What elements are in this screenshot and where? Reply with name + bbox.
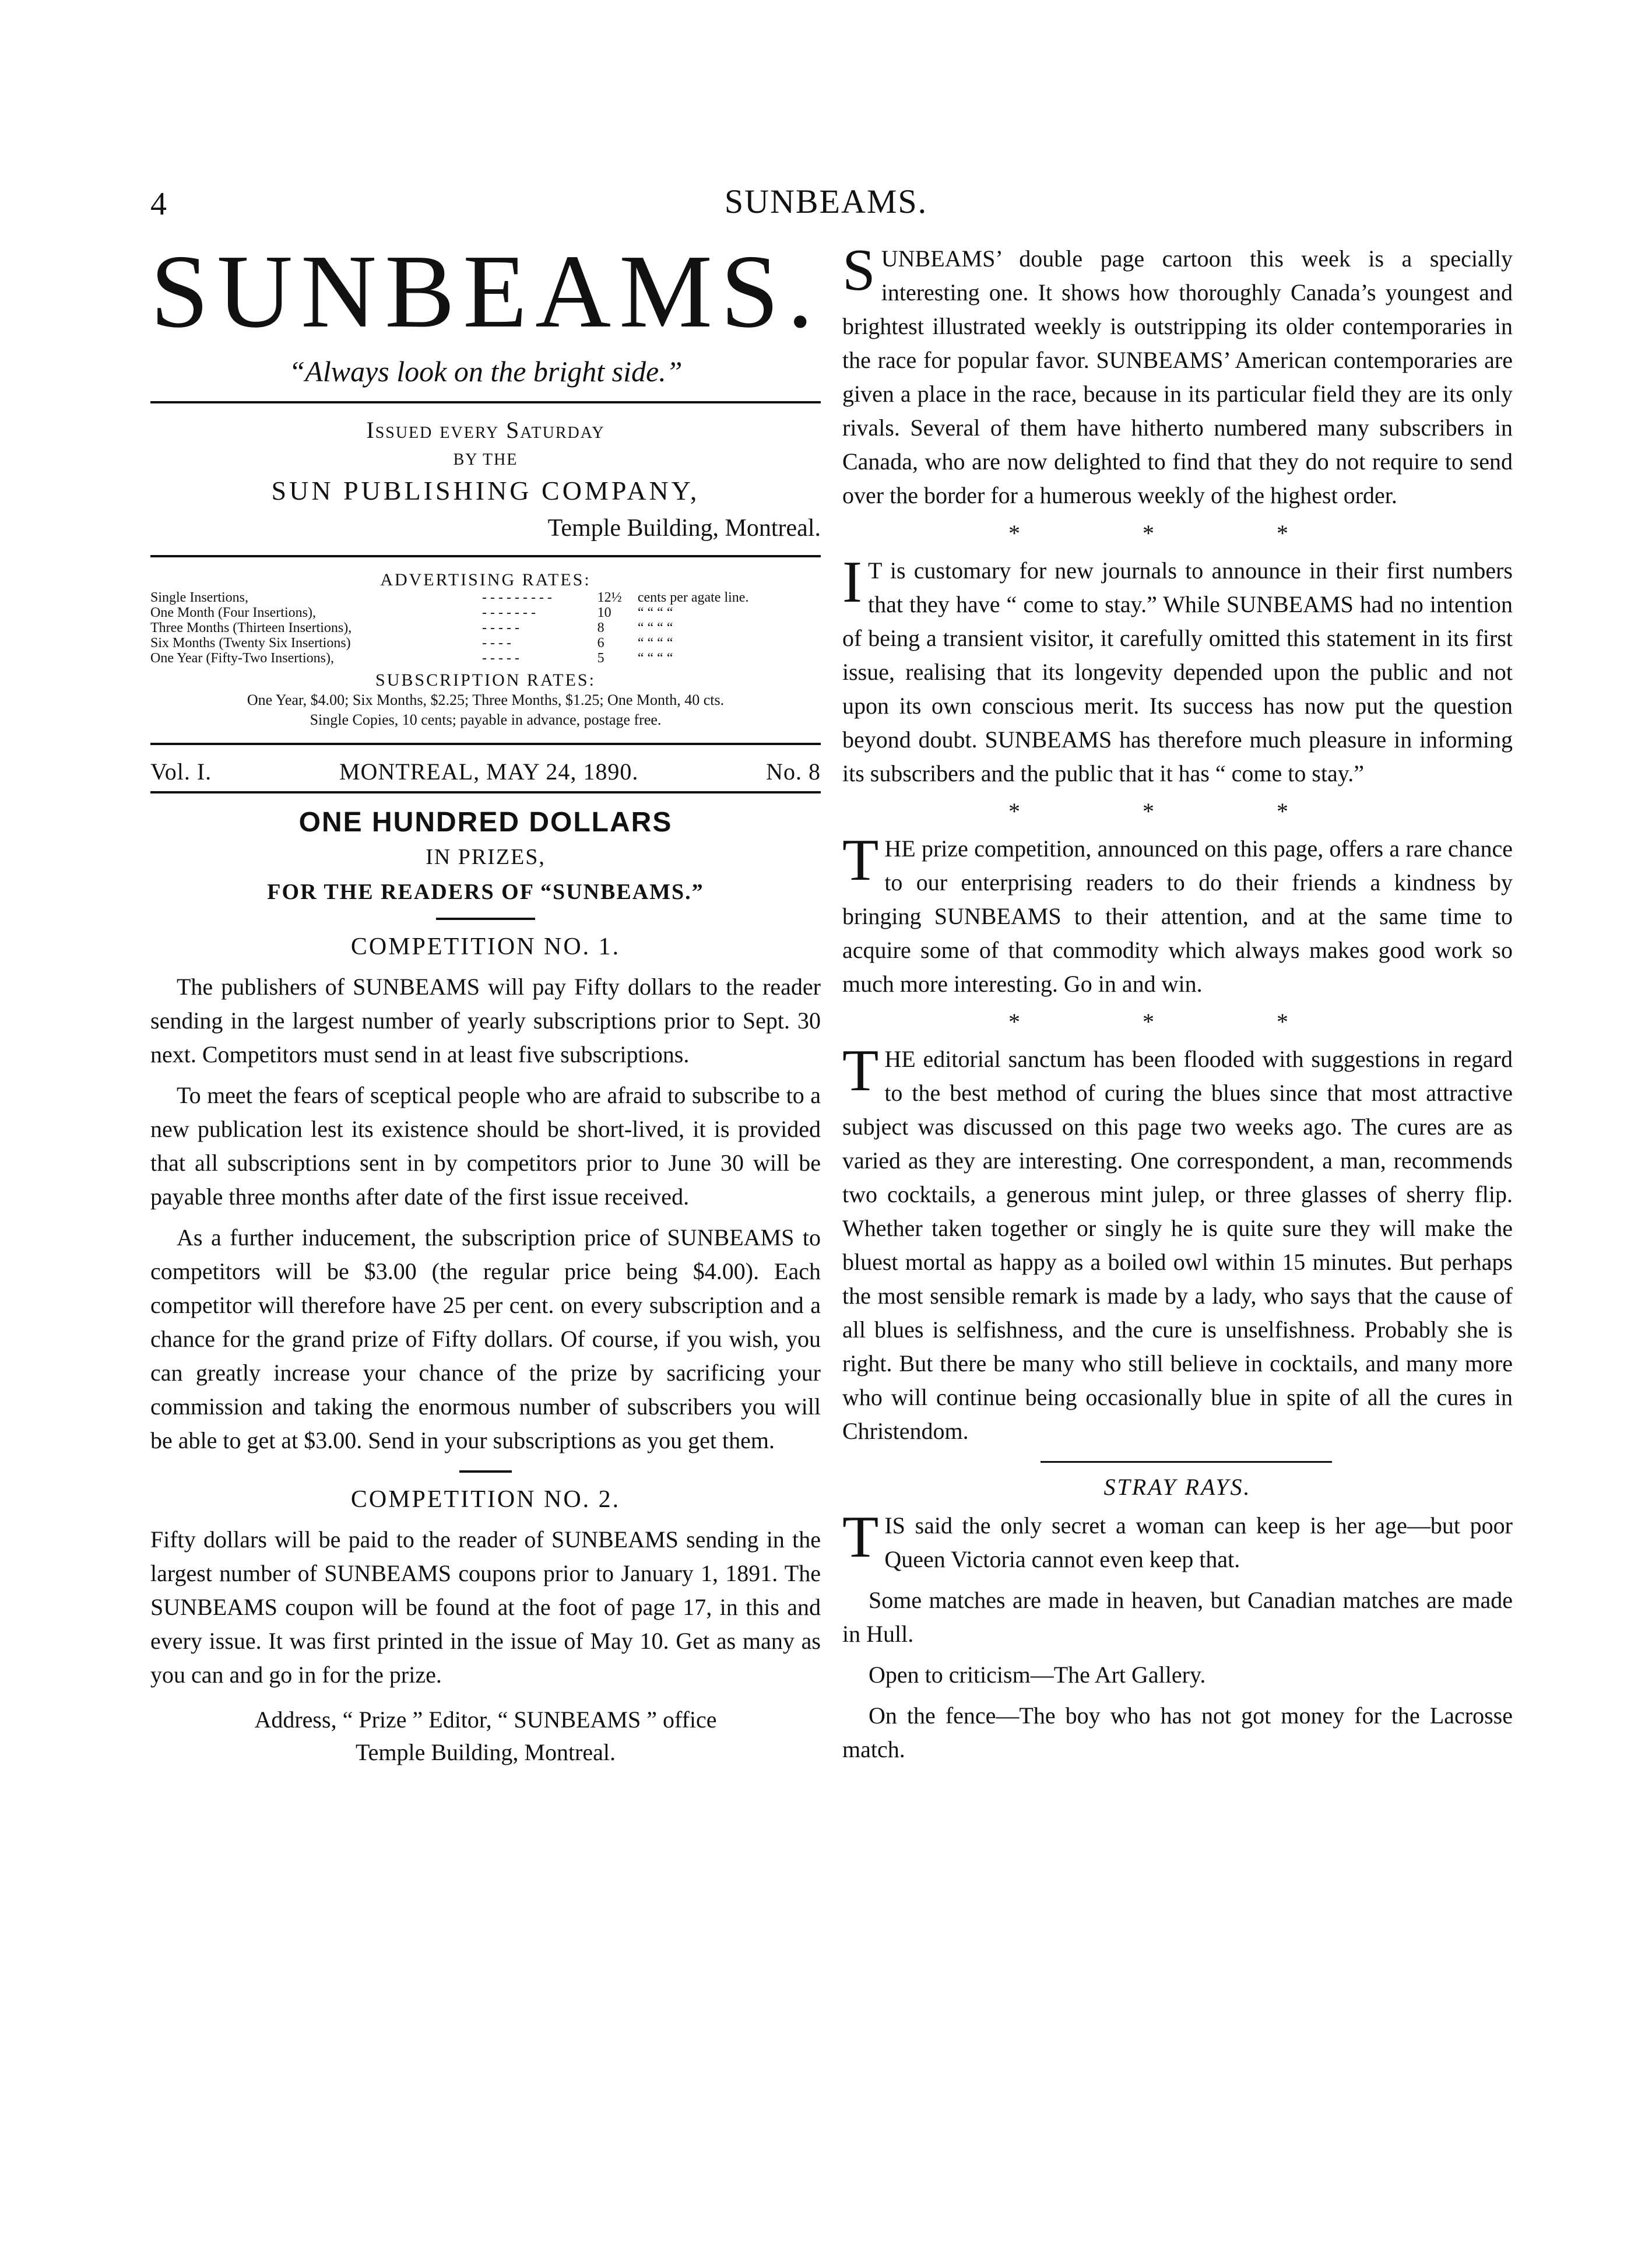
- advertising-title: ADVERTISING RATES:: [380, 570, 591, 589]
- competition-1-paragraph-2: To meet the fears of sceptical people who are afraid to subscribe to a new publication lest its existence should be short-lived, it is provided that all subscriptions sent in by competitors prior to June 30 will be payable three months after date of the first issue received.: [150, 1081, 821, 1210]
- table-row: [150, 605, 821, 620]
- rate-value: 6: [597, 635, 604, 651]
- volume: Vol. I.: [150, 758, 212, 785]
- divider: [150, 401, 821, 403]
- prize-address: [150, 1704, 821, 1769]
- divider: [1041, 1461, 1332, 1463]
- editorial-3-text: HE prize competition, announced on this page, offers a rare chance to our enterprising readers to do their friends a kindness by bringing SUNBEAMS to their attention, and at the same time to acquire some of that commodity which always makes good work so much more interesting. Go in and win.: [842, 835, 1513, 997]
- masthead-title: SUNBEAMS.: [150, 233, 822, 349]
- leader-dots: - - - - -: [481, 620, 519, 635]
- rate-unit: cents per agate line.: [637, 590, 749, 605]
- drop-cap: S: [842, 237, 876, 303]
- table-row: [150, 635, 821, 651]
- competition-2-heading: COMPETITION NO. 2.: [350, 1486, 621, 1513]
- rate-unit: “ “ “ “: [637, 651, 673, 666]
- stray-ray-1-text: IS said the only secret a woman can keep is her age—but poor Queen Victoria cannot even keep that.: [884, 1512, 1513, 1572]
- stray-ray-4: On the fence—The boy who has not got money for the Lacrosse match.: [842, 1702, 1513, 1762]
- drop-cap: T: [842, 827, 879, 893]
- left-column: [150, 233, 822, 1769]
- editorial-1: [842, 237, 1513, 512]
- prize-readers-line: FOR THE READERS OF “SUNBEAMS.”: [267, 879, 704, 904]
- stray-ray-3: Open to criticism—The Art Gallery.: [869, 1662, 1206, 1688]
- motto: “Always look on the bright side.”: [289, 355, 683, 388]
- drop-cap: I: [842, 549, 862, 615]
- editorial-4: [842, 1038, 1513, 1448]
- stray-ray-1: [842, 1504, 1513, 1576]
- running-title: SUNBEAMS.: [724, 182, 928, 220]
- advertising-rates-table: [150, 590, 821, 666]
- drop-cap: T: [842, 1504, 879, 1570]
- leader-dots: - - - - -: [481, 651, 519, 666]
- by-line: BY THE: [453, 451, 518, 469]
- issued-line: Issued every Saturday: [366, 417, 605, 443]
- stars-divider: * * *: [1008, 520, 1347, 546]
- divider: [150, 791, 821, 793]
- competition-2-paragraph: Fifty dollars will be paid to the reader of SUNBEAMS sending in the largest number of SUNBEAMS coupons prior to January 1, 1891. The SUNBEAMS coupon will be found at the foot of page 17, in this and every issue. It was first printed in the issue of May 10. Get as many as you can and go in for the prize.: [150, 1526, 821, 1688]
- divider: [150, 743, 821, 745]
- editorial-3: [842, 827, 1513, 1001]
- table-row: [150, 651, 821, 666]
- rate-label: Single Insertions,: [150, 590, 248, 605]
- competition-1-heading: COMPETITION NO. 1.: [350, 933, 621, 960]
- prize-heading: ONE HUNDRED DOLLARS: [298, 806, 673, 838]
- stray-ray-2: Some matches are made in heaven, but Canadian matches are made in Hull.: [842, 1587, 1513, 1647]
- address-line-2: Temple Building, Montreal.: [355, 1739, 616, 1765]
- stars-divider: * * *: [1008, 1009, 1347, 1035]
- dateline: MONTREAL, MAY 24, 1890.: [339, 758, 639, 785]
- leader-dots: - - - -: [481, 635, 511, 651]
- divider: [436, 918, 535, 920]
- rate-unit: “ “ “ “: [637, 635, 673, 651]
- table-row: [150, 620, 821, 635]
- drop-cap: T: [842, 1038, 879, 1104]
- editorial-2: [842, 549, 1513, 791]
- editorial-2-text: T is customary for new journals to announce in their first numbers that they have “ come to stay.” While SUNBEAMS had no intention of being a transient visitor, it carefully omitted this statement in its first issue, realising that its longevity depended upon the public and not upon its own conscious merit. Its success has now put the question beyond doubt. SUNBEAMS has therefore much pleasure in informing its subscribers and the public that it has “ come to stay.”: [842, 557, 1513, 786]
- editorial-4-text: HE editorial sanctum has been flooded with suggestions in regard to the best method of curing the blues since that most attractive subject was discussed on this page two weeks ago. The cures are as varied as they are interesting. One correspondent, a man, recommends two cocktails, a generous mint julep, or three glasses of sherry flip. Whether taken together or singly he is quite sure they will make the bluest mortal as happy as a boiled owl within 15 minutes. But perhaps the most sensible remark is made by a lady, who says that the cause of all blues is selfishness, and the cure is unselfishness. Probably she is right. But there be many who still believe in cocktails, and many more who will continue being occasionally blue in spite of all the cures in Christendom.: [842, 1046, 1513, 1444]
- rate-value: 8: [597, 620, 604, 635]
- page-number: 4: [150, 186, 167, 222]
- leader-dots: - - - - - - -: [481, 605, 536, 620]
- rate-unit: “ “ “ “: [637, 605, 673, 620]
- company-name: SUN PUBLISHING COMPANY,: [271, 476, 700, 505]
- rate-value: 10: [597, 605, 611, 620]
- rate-value: 12½: [597, 590, 622, 605]
- competition-1-paragraph-3: As a further inducement, the subscription price of SUNBEAMS to competitors will be $3.00 (the regular price being $4.00). Each competitor will therefore have 25 per cent. on every subscription and a chance for the grand prize of Fifty dollars. Of course, if you wish, you can greatly increase your chance of the prize by sacrificing your commission and taking the enormous number of subscribers you will be able to get at $3.00. Send in your subscriptions as you get them.: [150, 1224, 821, 1453]
- rate-value: 5: [597, 651, 604, 666]
- competition-1-paragraph-1: The publishers of SUNBEAMS will pay Fifty dollars to the reader sending in the largest number of yearly subscriptions prior to Sept. 30 next. Competitors must send in at least five subscriptions.: [150, 973, 821, 1067]
- rate-label: Six Months (Twenty Six Insertions): [150, 635, 351, 651]
- company-address: Temple Building, Montreal.: [547, 515, 821, 542]
- table-row: [150, 590, 821, 605]
- issue-number: No. 8: [766, 758, 821, 785]
- prize-subheading: IN PRIZES,: [426, 844, 546, 869]
- subscription-line-1: One Year, $4.00; Six Months, $2.25; Three Months, $1.25; One Month, 40 cts.: [247, 691, 725, 708]
- stray-rays-heading: STRAY RAYS.: [1103, 1474, 1252, 1500]
- right-column: [842, 237, 1513, 1774]
- volume-line: [150, 758, 821, 785]
- rate-unit: “ “ “ “: [637, 620, 673, 635]
- subscription-title: SUBSCRIPTION RATES:: [375, 670, 596, 690]
- rate-label: One Month (Four Insertions),: [150, 605, 316, 620]
- editorial-1-text: UNBEAMS’ double page cartoon this week is a specially interesting one. It shows how thoroughly Canada’s youngest and brightest illustrated weekly is outstripping its older contemporaries in the race for popular favor. SUNBEAMS’ American contemporaries are given a place in the race, because in its particular field they are its only rivals. Several of them have hitherto numbered many subscribers in Canada, who are now delighted to find that they do not require to send over the border for a humerous weekly of the highest order.: [842, 245, 1513, 508]
- address-line-1: Address, “ Prize ” Editor, “ SUNBEAMS ” office: [254, 1706, 717, 1733]
- divider: [150, 555, 821, 557]
- leader-dots: - - - - - - - - -: [481, 590, 552, 605]
- rate-label: One Year (Fifty-Two Insertions),: [150, 651, 334, 666]
- subscription-line-2: Single Copies, 10 cents; payable in advance, postage free.: [310, 711, 662, 728]
- divider: [459, 1470, 512, 1473]
- stars-divider: * * *: [1008, 798, 1347, 824]
- rate-label: Three Months (Thirteen Insertions),: [150, 620, 352, 635]
